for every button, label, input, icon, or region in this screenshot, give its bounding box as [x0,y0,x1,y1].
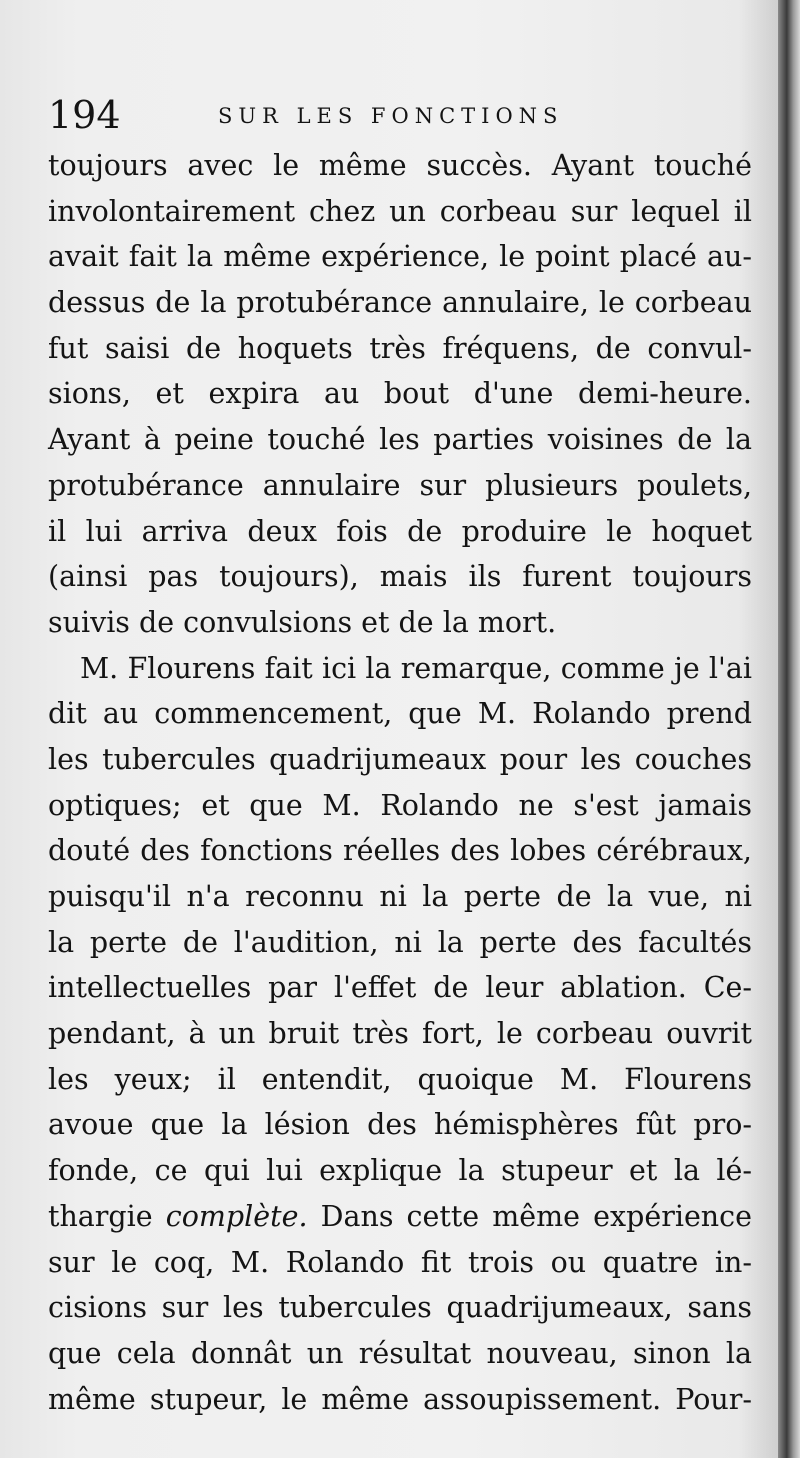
text-segment: thargie [48,1199,166,1233]
text-line: la perte de l'audition, ni la perte des facultés [48,925,752,959]
text-line: même stupeur, le même assoupissement. Pour- [48,1382,752,1416]
text-line: fut saisi de hoquets très fréquens, de convul- [48,331,752,365]
running-head: SUR LES FONCTIONS [218,104,564,128]
text-line-with-italic [48,1194,752,1240]
text-line: involontairement chez un corbeau sur lequel il [48,194,752,228]
text-line: cisions sur les tubercules quadrijumeaux, sans [48,1291,752,1325]
body-text [48,143,752,1422]
page-header [48,90,748,140]
text-line: puisqu'il n'a reconnu ni la perte de la vue, ni [48,880,752,913]
text-line: avait fait la même expérience, le point placé au- [48,240,752,274]
text-line: douté des fonctions réelles des lobes cérébraux, [48,834,752,868]
text-line: intellectuelles par l'effet de leur ablation. Ce- [48,971,752,1005]
text-line: dessus de la protubérance annulaire, le corbeau [48,286,752,320]
text-line: il lui arriva deux fois de produire le hoquet [48,514,752,548]
page-number: 194 [48,93,121,137]
text-line: sions, et expira au bout d'une demi-heure. [48,377,752,411]
text-line: fonde, ce qui lui explique la stupeur et la lé- [48,1154,752,1188]
text-segment: Dans cette même expérience [307,1199,752,1233]
text-line: (ainsi pas toujours), mais ils furent toujours [48,560,752,594]
text-line: optiques; et que M. Rolando ne s'est jamais [48,788,752,822]
text-line: sur le coq, M. Rolando fit trois ou quatre in- [48,1245,752,1279]
paragraph-first-line: M. Flourens fait ici la remarque, comme je l'ai [80,651,752,685]
text-line: toujours avec le même succès. Ayant touché [48,149,752,182]
text-line: Ayant à peine touché les parties voisines de la [48,423,752,457]
italic-word: complète. [165,1199,308,1233]
text-line: les yeux; il entendit, quoique M. Flourens [48,1062,752,1096]
text-line: dit au commencement, que M. Rolando prend [48,697,752,731]
text-line: suivis de convulsions et de la mort. [48,605,557,639]
text-line: pendant, à un bruit très fort, le corbeau ouvrit [48,1017,752,1051]
text-line: les tubercules quadrijumeaux pour les couches [48,742,752,776]
text-line: avoue que la lésion des hémisphères fût pro- [48,1108,752,1142]
text-line: protubérance annulaire sur plusieurs poulets, [48,468,752,502]
text-line: que cela donnât un résultat nouveau, sinon la [48,1336,752,1370]
book-gutter [778,0,800,1458]
